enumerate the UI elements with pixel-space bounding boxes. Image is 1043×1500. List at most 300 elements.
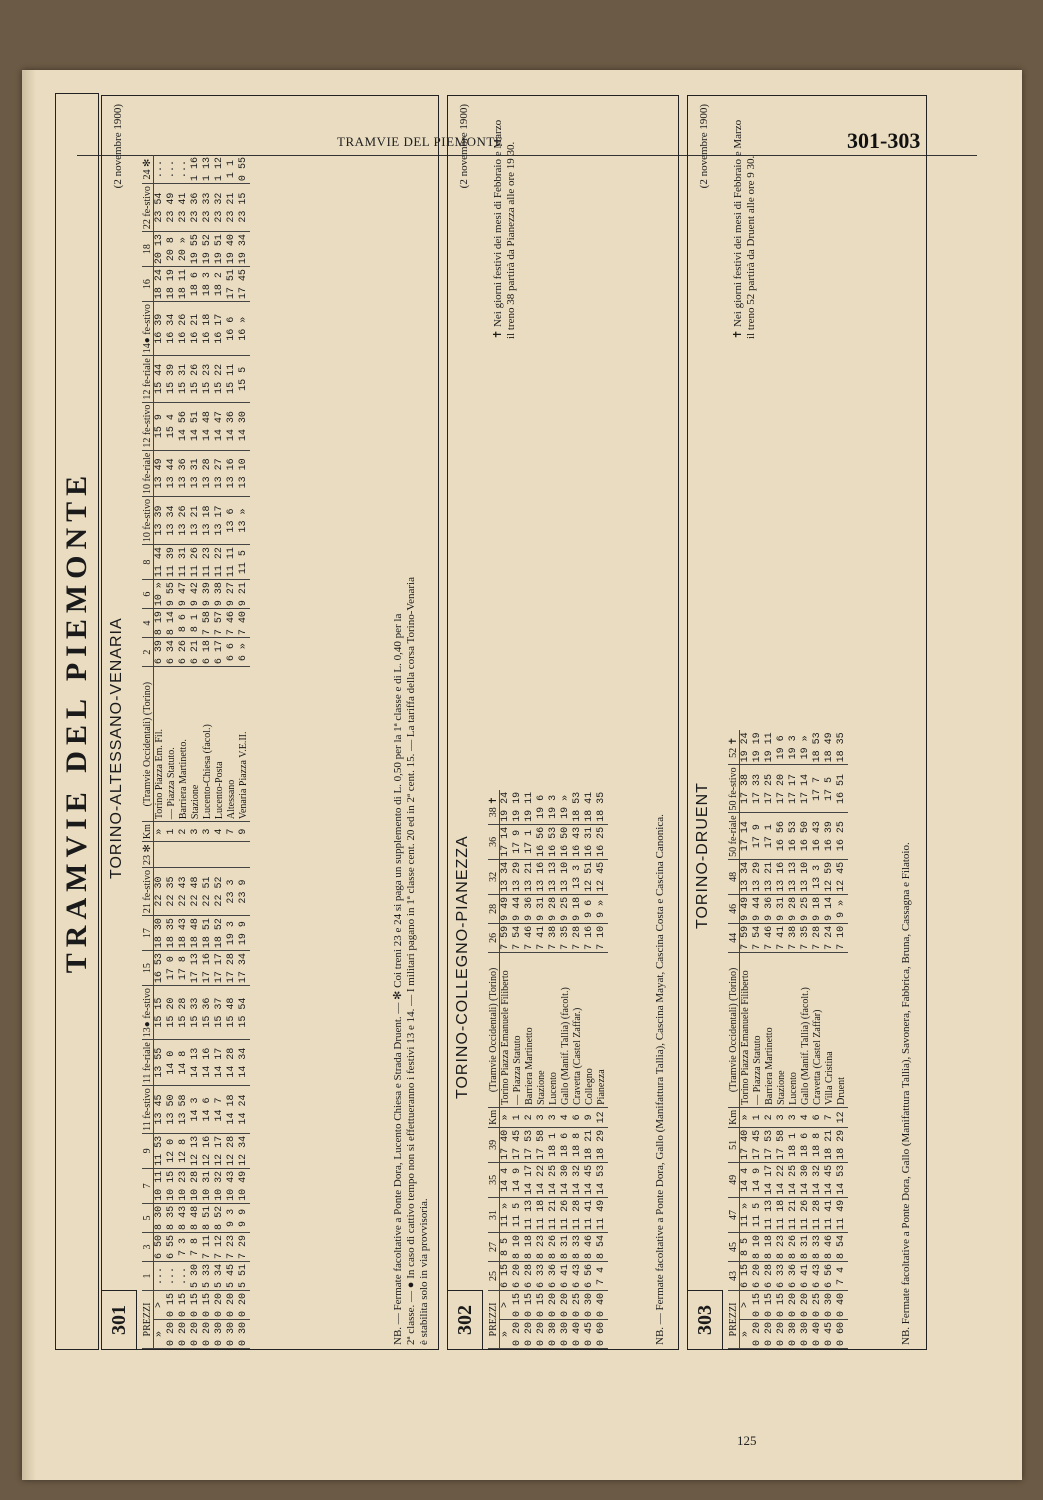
time-cell: 17 34 (238, 951, 250, 986)
price-cell: 0 40 (572, 1319, 584, 1348)
time-cell: 9 18 (572, 894, 584, 923)
train-number: 13● fe-stivo (142, 986, 154, 1040)
time-cell: 14 4 (500, 1162, 513, 1197)
time-cell: 14 45 (584, 1162, 596, 1197)
time-cell: 18 6 (190, 267, 202, 302)
stop-name: Torino Piazza Emanuele Filiberto (740, 952, 753, 1107)
time-cell: 16 39 (824, 813, 836, 859)
time-cell: 16 21 (190, 302, 202, 356)
price-cell: 0 20 (226, 1290, 238, 1319)
time-cell: 16 43 (812, 813, 824, 859)
time-cell: 18 11 (178, 267, 190, 302)
train-number: 31 (488, 1197, 500, 1232)
time-cell: 19 52 (202, 232, 214, 267)
stops-header: (Tramvie Occidentali) (Torino) (142, 667, 154, 822)
km-cell: » (500, 1107, 513, 1127)
time-cell: 16 39 (154, 302, 167, 356)
time-cell: 17 17 (788, 765, 800, 813)
time-cell: 16 53 (548, 824, 560, 859)
price-cell: 0 30 (824, 1290, 836, 1319)
time-cell: 11 49 (596, 1197, 608, 1232)
time-cell: 9 3 (226, 1203, 238, 1232)
header-row (728, 730, 740, 1348)
time-cell: 17 58 (776, 1127, 788, 1162)
section-title: TORINO-ALTESSANO-VENARIA (108, 617, 125, 879)
time-cell: 11 23 (202, 545, 214, 580)
train-number: 18 (142, 232, 154, 267)
price-cell: » (500, 1319, 513, 1348)
section-date: (2 novembre 1900) (112, 104, 124, 189)
train-number: 22 fe-stivo (142, 184, 154, 232)
time-cell: 15 5 (238, 356, 250, 402)
km-cell: 7 (226, 822, 238, 842)
time-cell: 13 16 (536, 859, 548, 894)
time-cell: 17 51 (226, 267, 238, 302)
time-cell: 8 54 (596, 1232, 608, 1261)
time-cell: 19 24 (740, 730, 753, 765)
price-cell: 0 20 (764, 1319, 776, 1348)
stop-name: Cravetta (Castel Zaffar.) (572, 952, 584, 1107)
time-cell: 23 49 (166, 184, 178, 232)
time-cell: 12 45 (836, 859, 848, 894)
time-cell: 10 31 (202, 1168, 214, 1203)
time-cell: 15 28 (178, 986, 190, 1040)
time-cell: 6 56 (584, 1261, 596, 1290)
time-cell: 18 3 (202, 267, 214, 302)
table-row (238, 155, 250, 1348)
time-cell: 13 13 (788, 859, 800, 894)
time-cell: ... (154, 1261, 167, 1290)
time-cell: 14 45 (824, 1162, 836, 1197)
table-row (572, 790, 584, 1349)
time-cell: 17 40 (500, 1127, 513, 1162)
time-cell: 1 16 (190, 155, 202, 184)
time-cell: 18 53 (812, 730, 824, 765)
time-cell: 9 9 (238, 1203, 250, 1232)
price-cell: » (154, 1319, 167, 1348)
km-header: Km (488, 1107, 500, 1127)
train-number: 6 (142, 580, 154, 609)
time-cell: 6 56 (824, 1261, 836, 1290)
time-cell: 11 5 (512, 1197, 524, 1232)
km-cell: 1 (166, 822, 178, 842)
stop-name: Venaria Piazza V.E.II. (238, 667, 250, 822)
time-cell: 17 17 (214, 951, 226, 986)
stop-name: Gallo (Manif. Tallia) (facolt.) (800, 952, 812, 1107)
time-cell: 13 21 (524, 859, 536, 894)
time-cell: 16 34 (166, 302, 178, 356)
price-cell: 0 15 (178, 1290, 190, 1319)
km-cell: 12 (596, 1107, 608, 1127)
time-cell: 14 18 (226, 1086, 238, 1134)
time-cell: 17 58 (536, 1127, 548, 1162)
time-cell: 16 18 (202, 302, 214, 356)
table-row (536, 790, 548, 1349)
time-cell: 15 54 (238, 986, 250, 1040)
time-cell: 11 5 (238, 545, 250, 580)
time-cell: 13 34 (740, 859, 753, 894)
time-cell: 15 9 (154, 402, 167, 450)
time-cell: 9 28 (548, 894, 560, 923)
price-cell: 0 20 (524, 1319, 536, 1348)
time-cell: 17 7 (812, 765, 824, 813)
time-cell: 18 8 (812, 1127, 824, 1162)
time-cell: 9 49 (740, 894, 753, 923)
time-cell: 20 13 (154, 232, 167, 267)
time-cell: 14 9 (752, 1162, 764, 1197)
time-cell: 14 9 (512, 1162, 524, 1197)
time-cell: 11 18 (776, 1197, 788, 1232)
time-cell: 17 14 (500, 824, 513, 859)
train-number: 16 (142, 267, 154, 302)
price-cell: 0 20 (752, 1319, 764, 1348)
time-cell: 6 55 (166, 1232, 178, 1261)
time-cell: 19 24 (500, 790, 513, 825)
time-cell: 11 28 (812, 1197, 824, 1232)
time-cell: 7 46 (226, 609, 238, 638)
time-cell: 12 13 (190, 1133, 202, 1168)
stop-name: Altessano (226, 667, 238, 822)
time-cell: 13 36 (178, 450, 190, 496)
time-cell: 6 33 (536, 1261, 548, 1290)
time-cell: 19 51 (214, 232, 226, 267)
stop-name: Stazione (190, 667, 202, 822)
price-cell: 0 20 (548, 1290, 560, 1319)
price-cell: > (154, 1290, 167, 1319)
time-cell: 14 0 (166, 1040, 178, 1086)
stop-name: Pianezza (596, 952, 608, 1107)
km-cell: » (740, 1107, 753, 1127)
time-cell: 18 53 (572, 790, 584, 825)
time-cell: 6 15 (740, 1261, 753, 1290)
time-cell: 13 10 (238, 450, 250, 496)
time-cell (214, 842, 226, 868)
time-cell: 14 7 (214, 1086, 226, 1134)
time-cell: 14 22 (776, 1162, 788, 1197)
time-cell: 19 11 (764, 730, 776, 765)
time-cell: 7 4 (836, 1261, 848, 1290)
time-cell: 12 34 (238, 1133, 250, 1168)
time-cell: 15 31 (178, 356, 190, 402)
stop-name: Lucento-Chiesa (facol.) (202, 667, 214, 822)
km-header: Km (142, 822, 154, 842)
stop-name: Torino Piazza Emanuele Filiberto (500, 952, 513, 1107)
time-cell: 16 31 (584, 824, 596, 859)
price-cell: 0 45 (584, 1319, 596, 1348)
time-cell: 14 30 (800, 1162, 812, 1197)
time-cell: 11 31 (178, 545, 190, 580)
train-number: 28 (488, 894, 500, 923)
time-cell: 13 26 (178, 497, 190, 545)
time-cell: 9 36 (764, 894, 776, 923)
time-cell: 18 35 (166, 916, 178, 951)
stop-name: Torino Piazza Em. Fil. (154, 667, 167, 822)
time-cell: 7 38 (788, 923, 800, 952)
time-cell: 10 43 (226, 1168, 238, 1203)
price-cell: 0 15 (512, 1290, 524, 1319)
time-cell: 18 2 (214, 267, 226, 302)
time-cell: 18 30 (154, 916, 167, 951)
km-cell: 3 (190, 822, 202, 842)
time-cell: 13 58 (178, 1086, 190, 1134)
time-cell: 7 24 (824, 923, 836, 952)
time-cell: 9 38 (214, 580, 226, 609)
stop-name: Cravetta (Castel Zaffar) (812, 952, 824, 1107)
price-cell: 0 40 (596, 1290, 608, 1319)
time-cell: 7 35 (560, 923, 572, 952)
time-cell: 8 33 (812, 1232, 824, 1261)
table-row (560, 790, 572, 1349)
time-cell: 7 23 (226, 1232, 238, 1261)
time-cell: 14 17 (764, 1162, 776, 1197)
price-cell: 0 30 (584, 1290, 596, 1319)
time-cell: 19 3 (226, 916, 238, 951)
time-cell: 13 18 (202, 497, 214, 545)
rotated-timetable (55, 95, 963, 1350)
time-cell: 8 5 (740, 1232, 753, 1261)
time-cell: 7 8 (190, 1232, 202, 1261)
stop-name: Barriera Martinetto (764, 952, 776, 1107)
time-cell: 8 51 (202, 1203, 214, 1232)
train-number: 50 fe-stivo (728, 765, 740, 813)
stop-name: Barriera Martinetto. (178, 667, 190, 822)
time-cell: 10 32 (214, 1168, 226, 1203)
train-number: 7 (142, 1168, 154, 1203)
price-cell: > (740, 1290, 753, 1319)
train-number: 4 (142, 609, 154, 638)
km-cell: » (154, 822, 167, 842)
time-cell: 14 30 (238, 402, 250, 450)
side-note: ✝ Nei giorni festivi dei mesi di Febbraio e Marzo il treno 38 partirà da Pianezza alle ore 19 30. (492, 119, 517, 339)
train-number: 49 (728, 1162, 740, 1197)
time-cell: 17 1 (524, 824, 536, 859)
time-cell: 17 8 (178, 951, 190, 986)
time-cell: 18 35 (836, 730, 848, 765)
time-cell: 16 25 (596, 824, 608, 859)
time-cell: 11 5 (752, 1197, 764, 1232)
train-number: 11 fe-stivo (142, 1086, 154, 1134)
price-cell: 0 30 (800, 1319, 812, 1348)
time-cell: 11 49 (836, 1197, 848, 1232)
time-cell: 14 13 (190, 1040, 202, 1086)
km-cell: 12 (836, 1107, 848, 1127)
km-cell: 4 (214, 822, 226, 842)
time-cell: 17 40 (740, 1127, 753, 1162)
time-cell: 7 4 (596, 1261, 608, 1290)
time-cell: 14 8 (178, 1040, 190, 1086)
train-number: 36 (488, 824, 500, 859)
time-cell: 13 3 (572, 859, 584, 894)
time-cell: 7 3 (178, 1232, 190, 1261)
train-number: 38 ✝ (488, 790, 500, 825)
time-cell: 6 34 (166, 638, 178, 667)
time-cell: 9 47 (178, 580, 190, 609)
time-cell: 20 8 (166, 232, 178, 267)
time-cell: 13 39 (154, 497, 167, 545)
time-cell: 22 51 (202, 868, 214, 916)
time-cell: 5 45 (226, 1261, 238, 1290)
section-date: (2 novembre 1900) (698, 104, 710, 189)
time-cell: 14 32 (812, 1162, 824, 1197)
section-title: TORINO-DRUENT (694, 782, 711, 929)
time-cell: 7 11 (202, 1232, 214, 1261)
time-cell: 14 17 (524, 1162, 536, 1197)
time-cell: 13 3 (812, 859, 824, 894)
time-cell: 8 35 (166, 1203, 178, 1232)
time-cell: 17 25 (764, 765, 776, 813)
prezzi-header: PREZZI (488, 1290, 500, 1348)
time-cell: 10 28 (190, 1168, 202, 1203)
time-cell: 13 28 (202, 450, 214, 496)
time-cell: 16 51 (836, 765, 848, 813)
time-cell: 15 33 (190, 986, 202, 1040)
time-cell: 12 17 (214, 1133, 226, 1168)
time-cell: 8 18 (524, 1232, 536, 1261)
time-cell: 8 46 (584, 1232, 596, 1261)
price-cell: » (740, 1319, 753, 1348)
time-cell: 6 20 (512, 1261, 524, 1290)
train-number: 10 fe-stivo (142, 497, 154, 545)
time-cell: 13 27 (214, 450, 226, 496)
time-cell: 18 21 (824, 1127, 836, 1162)
price-cell: 0 15 (752, 1290, 764, 1319)
price-cell: 0 15 (764, 1290, 776, 1319)
section-303 (687, 95, 927, 1350)
time-cell: 7 41 (536, 923, 548, 952)
time-cell: 19 19 (752, 730, 764, 765)
time-cell: 5 30 (190, 1261, 202, 1290)
time-cell: 6 » (238, 638, 250, 667)
time-cell: 11 » (740, 1197, 753, 1232)
footnote: NB. — Fermate facoltative a Ponte Dora, Gallo (Manifattura Tallia), Cascina Mayat, Cascina Costa e Cascina Canonica. (654, 814, 666, 1345)
time-cell: 8 1 (190, 609, 202, 638)
time-cell: 8 26 (548, 1232, 560, 1261)
price-cell: 0 15 (776, 1290, 788, 1319)
train-number: 43 (728, 1261, 740, 1290)
page-number: 125 (737, 1433, 757, 1448)
time-cell: 23 33 (202, 184, 214, 232)
price-cell: 0 45 (824, 1319, 836, 1348)
time-cell: 19 40 (226, 232, 238, 267)
time-cell: 8 23 (776, 1232, 788, 1261)
time-cell: 14 4 (740, 1162, 753, 1197)
time-cell: 17 14 (800, 765, 812, 813)
time-cell: 9 18 (812, 894, 824, 923)
time-cell: 13 17 (214, 497, 226, 545)
time-cell: 7 46 (524, 923, 536, 952)
km-cell: 3 (788, 1107, 800, 1127)
km-cell: 9 (584, 1107, 596, 1127)
time-cell: 18 29 (596, 1127, 608, 1162)
time-cell: 7 54 (752, 923, 764, 952)
time-cell: 6 26 (178, 638, 190, 667)
time-cell: 13 13 (548, 859, 560, 894)
time-cell: 6 36 (548, 1261, 560, 1290)
time-cell: 15 26 (190, 356, 202, 402)
time-cell: 6 17 (214, 638, 226, 667)
time-cell: 17 9 (752, 813, 764, 859)
time-cell: 8 54 (836, 1232, 848, 1261)
km-cell: 7 (824, 1107, 836, 1127)
time-cell: 13 16 (776, 859, 788, 894)
time-cell: 23 36 (190, 184, 202, 232)
train-number: 44 (728, 923, 740, 952)
header-row (142, 155, 154, 1348)
time-cell: 10 » (154, 580, 167, 609)
stop-name: Villa Cristina (824, 952, 836, 1107)
time-cell: 14 53 (596, 1162, 608, 1197)
time-cell: 11 26 (190, 545, 202, 580)
train-number: 24 ✻ (142, 155, 154, 184)
km-cell: 6 (812, 1107, 824, 1127)
time-cell: 9 25 (800, 894, 812, 923)
time-cell: 18 1 (788, 1127, 800, 1162)
time-cell: 6 50 (154, 1232, 167, 1261)
time-cell: 16 6 (226, 302, 238, 356)
time-cell: 23 9 (238, 868, 250, 916)
table-row (596, 790, 608, 1349)
time-cell: 11 28 (572, 1197, 584, 1232)
time-cell: 14 34 (238, 1040, 250, 1086)
time-cell: 12 45 (596, 859, 608, 894)
timetable (488, 790, 608, 1349)
time-cell: 15 44 (154, 356, 167, 402)
train-number: 12 fe-stivo (142, 402, 154, 450)
time-cell: 7 41 (776, 923, 788, 952)
time-cell: 9 21 (238, 580, 250, 609)
time-cell: 9 31 (536, 894, 548, 923)
time-cell (202, 842, 214, 868)
time-cell: 15 39 (166, 356, 178, 402)
price-cell: 0 15 (166, 1290, 178, 1319)
time-cell: 8 6 (178, 609, 190, 638)
section-date: (2 novembre 1900) (458, 104, 470, 189)
time-cell: 19 » (800, 730, 812, 765)
time-cell: 14 6 (202, 1086, 214, 1134)
time-cell: 11 53 (154, 1133, 167, 1168)
price-cell: 0 20 (776, 1319, 788, 1348)
price-cell: 0 20 (190, 1319, 202, 1348)
train-number: 8 (142, 545, 154, 580)
table-row (202, 155, 214, 1348)
time-cell: 17 13 (190, 951, 202, 986)
time-cell: 14 22 (536, 1162, 548, 1197)
time-cell: 13 29 (512, 859, 524, 894)
time-cell: 17 14 (740, 813, 753, 859)
table-row (836, 730, 848, 1348)
time-cell: 8 30 (154, 1203, 167, 1232)
stop-name: — Piazza Statuto (752, 952, 764, 1107)
km-cell: 3 (548, 1107, 560, 1127)
price-cell: 0 25 (572, 1290, 584, 1319)
time-cell: 10 23 (178, 1168, 190, 1203)
time-cell: 15 23 (202, 356, 214, 402)
time-cell: 15 15 (154, 986, 167, 1040)
km-cell: 4 (560, 1107, 572, 1127)
footnote: 2ª classe. — ● In caso di cattivo tempo non si effettueranno i festivi 13 e 14. — I militari pagano in 1ª classe cent. 20 ed in 2ª cent. 15. — La tariffa della corsa Torino-Venaria (405, 577, 417, 1345)
price-cell: 0 20 (788, 1290, 800, 1319)
time-cell: 13 21 (764, 859, 776, 894)
time-cell: 7 29 (238, 1232, 250, 1261)
time-cell: 13 29 (752, 859, 764, 894)
time-cell: 6 15 (500, 1261, 513, 1290)
table-row (500, 790, 513, 1349)
time-cell: 8 5 (500, 1232, 513, 1261)
table-row (824, 730, 836, 1348)
table-row (812, 730, 824, 1348)
time-cell: 18 6 (800, 1127, 812, 1162)
price-cell: 0 15 (190, 1290, 202, 1319)
